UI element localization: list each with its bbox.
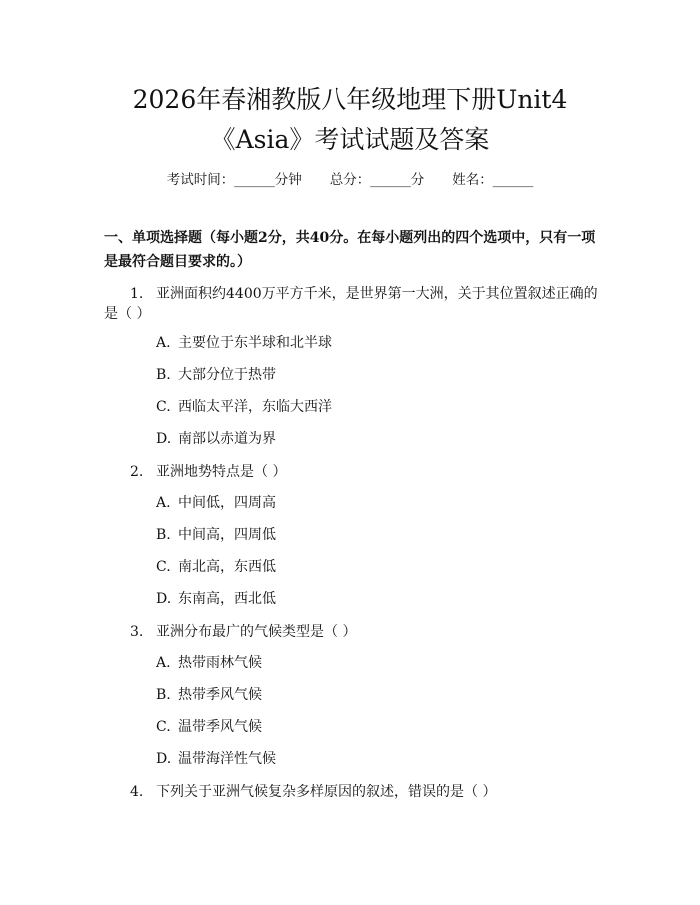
exam-time: 考试时间：______分钟	[166, 172, 302, 188]
title-line-1: 2026年春湘教版八年级地理下册Unit4	[132, 85, 568, 114]
option-c: C. 温带季风气候	[156, 719, 262, 735]
option-a: A. 中间低，四周高	[156, 495, 276, 511]
question-text: 下列关于亚洲气候复杂多样原因的叙述，错误的是（ ）	[156, 784, 497, 800]
question-number: 3.	[130, 624, 144, 640]
option-d: D. 南部以赤道为界	[156, 431, 276, 447]
option-b: B. 大部分位于热带	[156, 367, 276, 383]
question-text: 亚洲面积约4400万平方千米，是世界第一大洲，关于其位置叙述正确的	[156, 286, 598, 302]
option-b: B. 中间高，四周低	[156, 527, 276, 543]
total-score: 总分：______分	[329, 172, 425, 188]
question-text: 亚洲地势特点是（ ）	[156, 464, 287, 480]
question-number: 4.	[130, 784, 144, 800]
question-text: 亚洲分布最广的气候类型是（ ）	[156, 624, 357, 640]
option-a: A. 主要位于东半球和北半球	[156, 335, 332, 351]
option-a: A. 热带雨林气候	[156, 655, 262, 671]
student-name: 姓名：______	[452, 172, 534, 188]
option-d: D. 东南高，西北低	[156, 591, 276, 607]
option-b: B. 热带季风气候	[156, 687, 262, 703]
title-line-2: 《Asia》考试试题及答案	[210, 125, 490, 154]
question-text-cont: 是（ ）	[104, 306, 151, 322]
question-number: 1.	[130, 286, 144, 302]
question-number: 2.	[130, 464, 144, 480]
option-d: D. 温带海洋性气候	[156, 751, 276, 767]
option-c: C. 南北高，东西低	[156, 559, 276, 575]
option-c: C. 西临太平洋，东临大西洋	[156, 399, 332, 415]
section-heading: 一、单项选择题（每小题2分，共40分。在每小题列出的四个选项中，只有一项是最符合题目要求的。）	[104, 230, 596, 270]
exam-meta	[0, 168, 700, 188]
